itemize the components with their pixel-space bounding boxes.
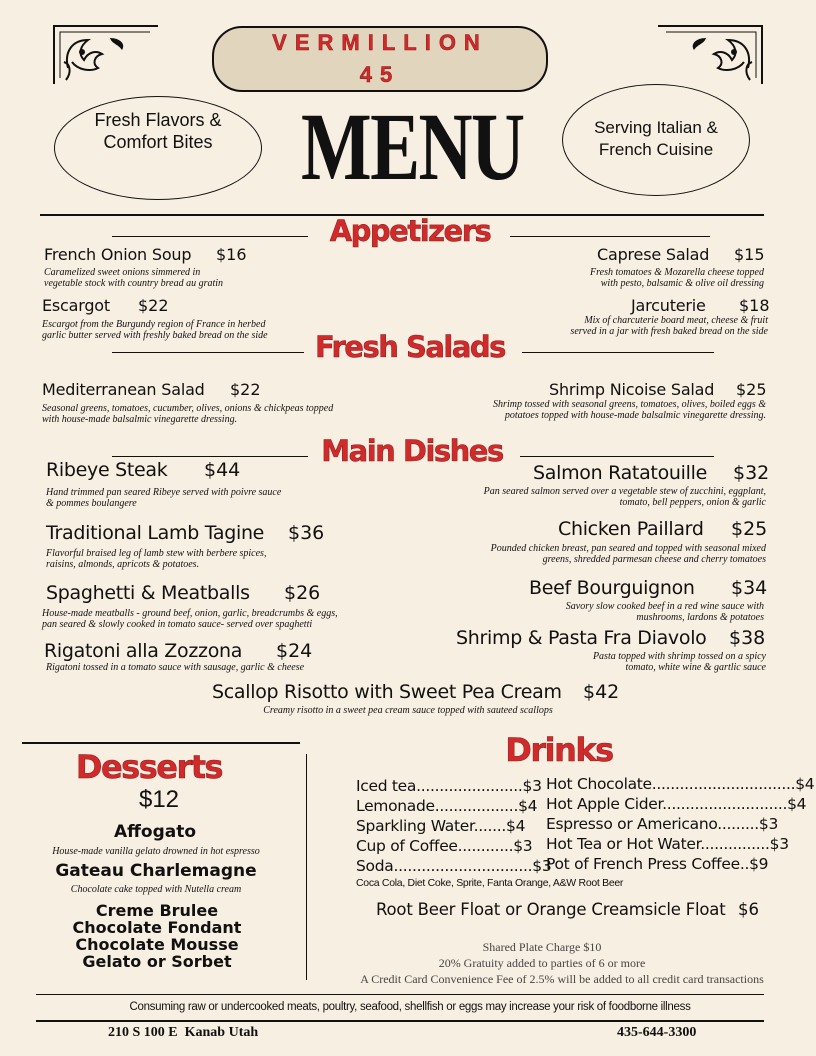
tagline-left-line1: Fresh Flavors & [94,110,222,130]
item-price: $38 [729,627,766,649]
section-title-appetizers: Appetizers [329,214,491,248]
item-name: Rigatoni alla Zozzona [44,640,243,662]
divider [112,456,308,457]
dessert-desc: House-made vanilla gelato drowned in hot espresso [52,846,260,857]
item-name: Caprese Salad [597,245,710,264]
brand-name: VERMILLION [272,30,488,55]
section-title-desserts: Desserts [75,748,223,786]
item-price: $22 [138,296,169,315]
item-price: $24 [276,640,313,662]
item-name: Beef Bourguignon [529,577,695,599]
dessert-item: Chocolate Fondant [72,918,242,937]
corner-flourish-icon [654,22,766,88]
item-name: Scallop Risotto with Sweet Pea Cream [212,681,562,703]
drink-item: Hot Tea or Hot Water...............$3 [546,835,789,853]
section-title-drinks: Drinks [505,731,613,769]
policy-line: A Credit Card Convenience Fee of 2.5% will be added to all credit card transactions [360,972,764,986]
item-name: Mediterranean Salad [42,380,205,399]
item-desc: Hand trimmed pan seared Ribeye served with poivre sauce & pommes boulangere [46,487,282,509]
drink-item: Pot of French Press Coffee..$9 [546,855,769,873]
drink-item: Soda..............................$3 [356,857,552,875]
item-name: Spaghetti & Meatballs [46,582,250,604]
section-title-salads: Fresh Salads [315,330,505,364]
item-desc: Shrimp tossed with seasonal greens, tomatoes, olives, boiled eggs & potatoes topped with house-made balsalmic vinegarette dressing. [493,399,766,421]
allergy-warning: Consuming raw or undercooked meats, poultry, seafood, shellfish or eggs may increase your risk of foodborne illness [129,1001,691,1013]
float-price: $6 [738,900,759,919]
phone: 435-644-3300 [617,1025,697,1040]
dessert-item: Creme Brulee [95,901,219,920]
item-price: $32 [733,462,770,484]
drink-item: Espresso or Americano.........$3 [546,815,779,833]
item-price: $44 [204,459,241,481]
column-divider [306,754,307,980]
item-name: Salmon Ratatouille [533,462,707,484]
tagline-left-line2: Comfort Bites [103,132,213,152]
item-desc: Savory slow cooked beef in a red wine sauce with mushrooms, lardons & potatoes [565,601,764,623]
item-desc: Pasta topped with shrimp tossed on a spicy tomato, white wine & gartlic sauce [592,651,766,673]
divider [112,236,308,237]
item-desc: Escargot from the Burgundy region of France in herbed garlic butter served with freshly baked bread on the side [42,319,268,341]
address: 210 S 100 E Kanab Utah [108,1025,259,1040]
item-desc: Pan seared salmon served over a vegetable stew of zucchini, eggplant, tomato, bell peppers, onion & garlic [483,486,766,508]
drink-item: Iced tea.......................$3 [356,777,542,795]
dessert-item: Chocolate Mousse [75,935,239,954]
item-desc: Mix of charcuterie board meat, cheese & fruit served in a jar with fresh baked bread on the side [570,315,768,337]
item-desc: Creamy risotto in a sweet pea cream sauce topped with sauteed scallops [263,705,553,716]
dessert-price: $12 [138,786,180,813]
footer-rule [36,1020,764,1022]
drinks-right-list [546,774,815,874]
drink-item: Hot Chocolate...............................$4 [546,775,815,793]
item-desc: Rigatoni tossed in a tomato sauce with sausage, garlic & cheese [46,662,305,673]
brand-number: 45 [359,62,401,87]
menu-title: MENU [301,93,524,200]
item-name: Escargot [42,296,110,315]
item-price: $25 [731,518,768,540]
item-name: Ribeye Steak [46,459,168,481]
drink-item: Lemonade..................$4 [356,797,538,815]
item-price: $36 [288,522,325,544]
drinks-left-list [356,776,552,876]
item-price: $18 [739,296,770,315]
soda-note: Coca Cola, Diet Coke, Sprite, Fanta Orange, A&W Root Beer [356,877,624,889]
tagline-right-line1: Serving Italian & [594,118,718,137]
item-name: Chicken Paillard [558,518,704,540]
item-desc: Seasonal greens, tomatoes, cucumber, olives, onions & chickpeas topped with house-made balsalmic vinegarette dressing. [42,403,334,425]
corner-flourish-icon [50,22,162,88]
item-desc: Fresh tomatoes & Mozarella cheese topped with pesto, balsamic & olive oil dressing [590,267,764,289]
drink-item: Cup of Coffee............$3 [356,837,533,855]
item-price: $22 [230,380,261,399]
item-desc: Pounded chicken breast, pan seared and topped with seasonal mixed greens, shredded parmesan cheese and cherry tomatoes [490,543,766,565]
item-price: $34 [731,577,768,599]
policy-line: 20% Gratuity added to parties of 6 or more [438,956,646,970]
item-price: $25 [736,380,767,399]
item-price: $26 [284,582,321,604]
section-title-mains: Main Dishes [321,434,503,468]
item-desc: Caramelized sweet onions simmered in vegetable stock with country bread au gratin [44,267,224,289]
divider [520,456,714,457]
item-desc: Flavorful braised leg of lamb stew with berbere spices, raisins, almonds, apricots & potatoes. [46,548,267,570]
footer-rule [36,994,764,995]
item-price: $16 [216,245,247,264]
dessert-desc: Chocolate cake topped with Nutella cream [70,884,242,895]
dessert-item: Gelato or Sorbet [82,952,232,971]
divider [112,352,304,353]
dessert-name: Gateau Charlemagne [55,861,257,881]
divider [510,236,710,237]
drink-item: Hot Apple Cider...........................$4 [546,795,807,813]
dessert-name: Affogato [113,822,197,842]
tagline-right-line2: French Cuisine [598,140,714,159]
item-name: Traditional Lamb Tagine [46,522,265,544]
divider [522,352,714,353]
item-name: Jarcuterie [631,296,706,315]
item-price: $15 [734,245,765,264]
item-name: French Onion Soup [44,245,192,264]
item-desc: House-made meatballs - ground beef, onion, garlic, breadcrumbs & eggs, pan seared & slowly cooked in tomato sauce- served over spaghetti [42,608,338,630]
drink-item: Sparkling Water.......$4 [356,817,526,835]
item-price: $42 [583,681,620,703]
policy-line: Shared Plate Charge $10 [482,940,602,954]
float-name: Root Beer Float or Orange Creamsicle Float [376,900,726,919]
dessert-list [40,902,274,970]
item-name: Shrimp Nicoise Salad [549,380,715,399]
desserts-top-rule [22,742,300,744]
item-name: Shrimp & Pasta Fra Diavolo [456,627,707,649]
